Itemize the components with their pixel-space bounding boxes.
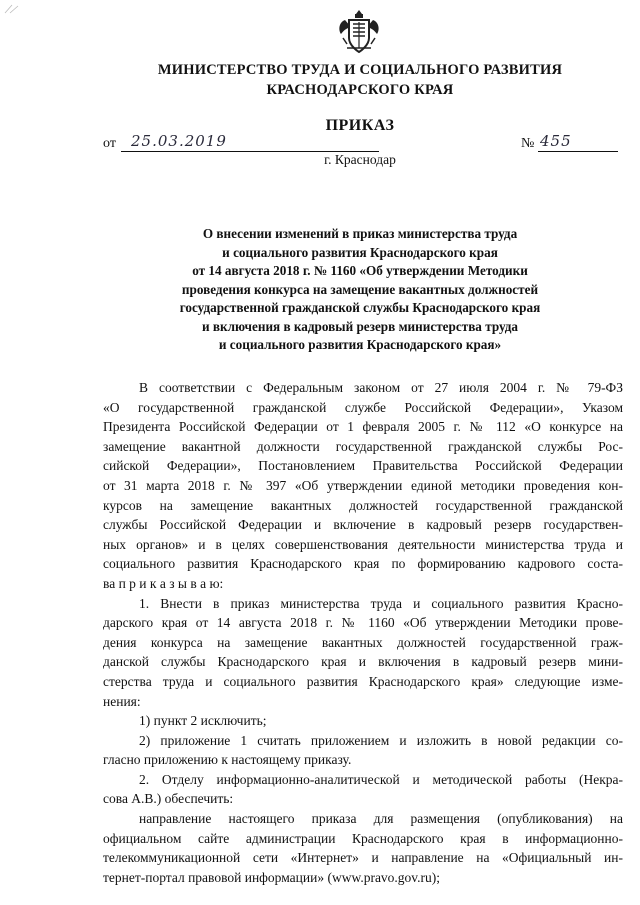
preamble-line: Президента Российской Федерации от 1 февраля 2005 г. № 112 «О конкурсе на xyxy=(103,419,623,435)
preamble-line: замещение вакантной должности государственной гражданской службы Рос- xyxy=(103,438,623,454)
sub-item-1: 1) пункт 2 исключить; xyxy=(139,713,267,729)
handwritten-number: 455 xyxy=(540,132,572,150)
subject-line: О внесении изменений в приказ министерства труда xyxy=(202,226,518,241)
item-1-line: стерства труда и социального развития Краснодарского края» следующие изме- xyxy=(103,673,623,689)
item-2-text-line: тернет-портал правовой информации» (www.pravo.gov.ru); xyxy=(103,869,441,885)
order-body xyxy=(103,378,623,887)
ministry-line-2: КРАСНОДАРСКОГО КРАЯ xyxy=(266,82,454,98)
preamble-line: В соответствии с Федеральным законом от 27 июля 2004 г. № 79-ФЗ xyxy=(139,380,623,395)
number-underline xyxy=(538,151,618,152)
number-prefix: № xyxy=(521,136,535,151)
item-1-line: дения конкурса на замещение вакантных должностей государственной граж- xyxy=(103,634,623,650)
subject-line: и включения в кадровый резерв министерства труда xyxy=(201,318,519,334)
city: г. Краснодар xyxy=(324,152,396,167)
handwritten-date: 25.03.2019 xyxy=(131,132,227,150)
order-word: ва п р и к а з ы в а ю: xyxy=(103,575,224,591)
sub-item-2-line: гласно приложению к настоящему приказу. xyxy=(103,752,352,768)
preamble-line: курсов на замещение вакантных должностей государственной гражданской xyxy=(103,497,623,513)
item-2-text-line: направление настоящего приказа для размещения (опубликования) на xyxy=(139,811,623,827)
preamble-line: от 31 марта 2018 г. № 397 «Об утверждении единой методики проведения кон- xyxy=(103,477,623,493)
preamble-line: службы Российской Федерации и включение в кадровый резерв государствен- xyxy=(103,517,623,533)
preamble-line: сийской Федерации», Постановлением Правительства Российской Федерации xyxy=(103,458,623,474)
preamble-line: социального развития Краснодарского края по формированию кадрового соста- xyxy=(103,556,623,572)
subject-line: государственной гражданской службы Краснодарского края xyxy=(179,300,541,315)
sub-item-2-line: 2) приложение 1 считать приложением и изложить в новой редакции со- xyxy=(139,732,623,748)
item-2-text-line: телекоммуникационной сети «Интернет» и направление на «Официальный ин- xyxy=(103,850,623,866)
subject-line: от 14 августа 2018 г. № 1160 «Об утверждении Методики xyxy=(192,263,528,278)
item-1-line: дарского края от 14 августа 2018 г. № 1160 «Об утверждении Методики прове- xyxy=(103,615,623,631)
item-1-line: данской службы Краснодарского края и включения в кадровый резерв мини- xyxy=(103,654,623,670)
preamble-line: «О государственной гражданской службе Российской Федерации», Указом xyxy=(103,399,623,415)
ministry-line-1: МИНИСТЕРСТВО ТРУДА И СОЦИАЛЬНОГО РАЗВИТИЯ xyxy=(157,62,563,78)
date-prefix: от xyxy=(103,136,116,151)
subject-line: и социального развития Краснодарского края» xyxy=(218,337,502,352)
pen-mark-icon xyxy=(4,4,20,14)
subject-line: проведения конкурса на замещение вакантных должностей xyxy=(181,281,539,297)
item-2-line: сова А.В.) обеспечить: xyxy=(103,791,234,807)
item-1-line: 1. Внести в приказ министерства труда и социального развития Красно- xyxy=(139,595,623,611)
preamble-line: ных органов» и в целях совершенствования деятельности министерства труда и xyxy=(103,536,623,552)
item-1-line: нения: xyxy=(103,693,141,709)
ministry-name xyxy=(100,60,620,100)
subject-line: и социального развития Краснодарского края xyxy=(222,244,498,260)
coat-of-arms-icon xyxy=(335,8,383,56)
document-type: ПРИКАЗ xyxy=(325,117,395,134)
order-subject xyxy=(100,225,620,355)
item-2-text-line: официальном сайте администрации Краснодарского края в информационно- xyxy=(103,830,623,846)
item-2-line: 2. Отделу информационно-аналитической и методической работы (Некра- xyxy=(139,771,623,787)
